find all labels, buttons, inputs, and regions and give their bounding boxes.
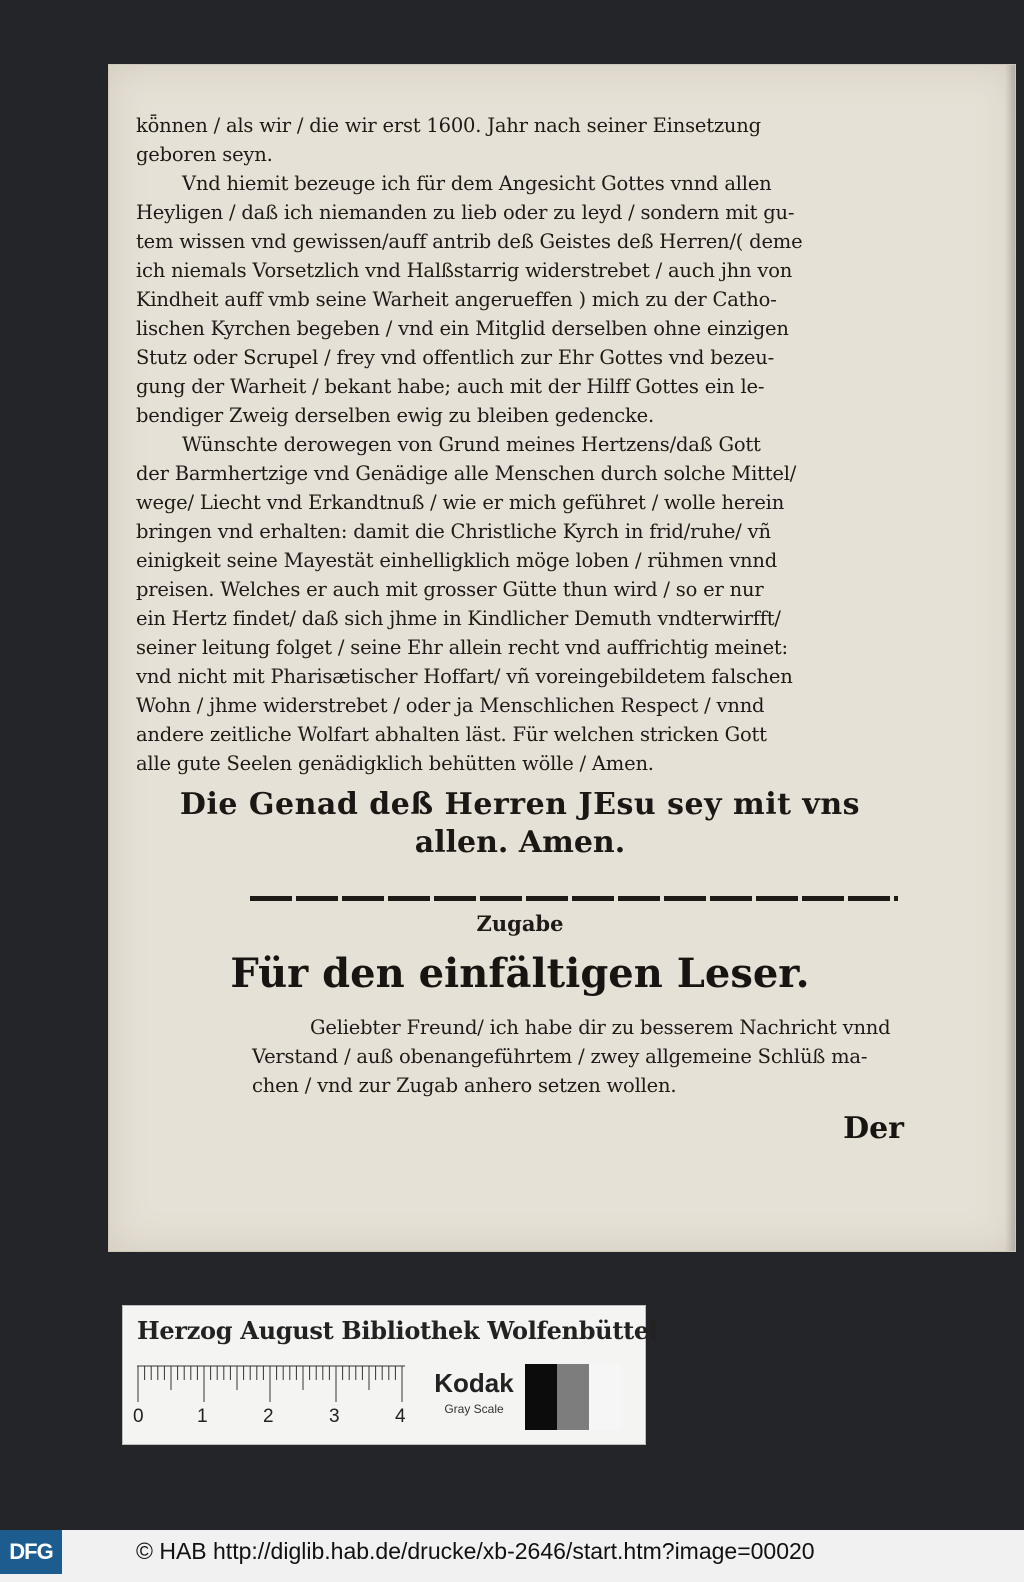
section-heading: Für den einfältigen Leser.	[230, 950, 810, 997]
text-line: andere zeitliche Wolfart abhalten läst. Für welchen stricken Gott	[136, 723, 767, 746]
text-line: gung der Warheit / bekant habe; auch mit der Hilff Gottes ein le-	[136, 375, 765, 398]
text-line: einigkeit seine Mayestät einhelligklich möge loben / rühmen vnnd	[136, 549, 778, 572]
section-label: Zugabe	[476, 911, 564, 936]
ruler-number: 3	[329, 1406, 340, 1427]
text-line: der Barmhertzige vnd Genädige alle Menschen durch solche Mittel/	[136, 462, 797, 485]
grayscale-label: Gray Scale	[444, 1402, 504, 1416]
text-line: seiner leitung folget / seine Ehr allein recht vnd auffrichtig meinet:	[136, 636, 788, 659]
text-line: Geliebter Freund/ ich habe dir zu besserem Nachricht vnnd	[310, 1016, 891, 1039]
benediction-line: Die Genad deß Herren JEsu sey mit vns	[179, 787, 861, 822]
source-url[interactable]: © HAB http://diglib.hab.de/drucke/xb-2646/start.htm?image=00020	[136, 1538, 815, 1564]
ruler-number: 0	[133, 1406, 144, 1427]
text-line: Kindheit auff vmb seine Warheit angerueffen ) mich zu der Catho-	[136, 288, 777, 311]
text-line: preisen. Welches er auch mit grosser Gütte thun wird / so er nur	[136, 578, 764, 601]
text-line: chen / vnd zur Zugab anhero setzen wollen.	[252, 1074, 677, 1097]
gray-patches	[525, 1364, 621, 1430]
ruler-number: 4	[395, 1406, 406, 1427]
text-line: Heyligen / daß ich niemanden zu lieb oder zu leyd / sondern mit gu-	[136, 201, 795, 224]
text-line: geboren seyn.	[136, 143, 273, 166]
text-line: alle gute Seelen genädigklich behütten wölle / Amen.	[136, 752, 654, 775]
section-divider	[250, 896, 898, 901]
text-line: wege/ Liecht vnd Erkandtnuß / wie er mich geführet / wolle herein	[136, 491, 785, 514]
ruler-scale	[137, 1364, 405, 1404]
text-line: bendiger Zweig derselben ewig zu bleiben gedencke.	[136, 404, 654, 427]
page-edge-shadow	[1005, 65, 1015, 1251]
library-name: Herzog August Bibliothek Wolfenbüttel	[137, 1316, 658, 1345]
text-line: ein Hertz findet/ daß sich jhme in Kindlicher Demuth vndterwirfft/	[136, 607, 781, 630]
body-text	[136, 111, 904, 778]
text-line: tem wissen vnd gewissen/auff antrib deß Geistes deß Herren/( deme	[136, 230, 803, 253]
text-line: vnd nicht mit Pharisætischer Hoffart/ vñ voreingebildetem falschen	[136, 665, 793, 688]
addendum-text	[252, 1013, 904, 1100]
gray-patch-black	[525, 1364, 557, 1430]
ruler-number: 2	[263, 1406, 274, 1427]
text-line: ich niemals Vorsetzlich vnd Halßstarrig widerstrebet / auch jhn von	[136, 259, 793, 282]
footer-bar	[0, 1530, 1024, 1582]
benediction	[136, 786, 904, 862]
text-line: Wünschte derowegen von Grund meines Hertzens/daß Gott	[182, 433, 761, 456]
color-reference-card	[122, 1305, 658, 1445]
text-line: kȫnnen / als wir / die wir erst 1600. Jahr nach seiner Einsetzung	[136, 114, 761, 137]
gray-patch-white	[589, 1364, 621, 1430]
ruler-numbers	[133, 1406, 423, 1432]
ruler-number: 1	[197, 1406, 208, 1427]
kodak-logo: Kodak	[434, 1368, 514, 1398]
text-line: Verstand / auß obenangeführtem / zwey allgemeine Schlüß ma-	[252, 1045, 868, 1068]
benediction-line: allen. Amen.	[414, 825, 626, 860]
text-line: Stutz oder Scrupel / frey vnd offentlich zur Ehr Gottes vnd bezeu-	[136, 346, 774, 369]
text-line: Wohn / jhme widerstrebet / oder ja Menschlichen Respect / vnnd	[136, 694, 765, 717]
text-line: bringen vnd erhalten: damit die Christliche Kyrch in frid/ruhe/ vñ	[136, 520, 771, 543]
catchword: Der	[843, 1111, 904, 1146]
text-line: lischen Kyrchen begeben / vnd ein Mitglid derselben ohne einzigen	[136, 317, 789, 340]
text-line: Vnd hiemit bezeuge ich für dem Angesicht Gottes vnnd allen	[182, 172, 772, 195]
dfg-logo: DFG	[0, 1530, 62, 1574]
gray-patch-mid	[557, 1364, 589, 1430]
